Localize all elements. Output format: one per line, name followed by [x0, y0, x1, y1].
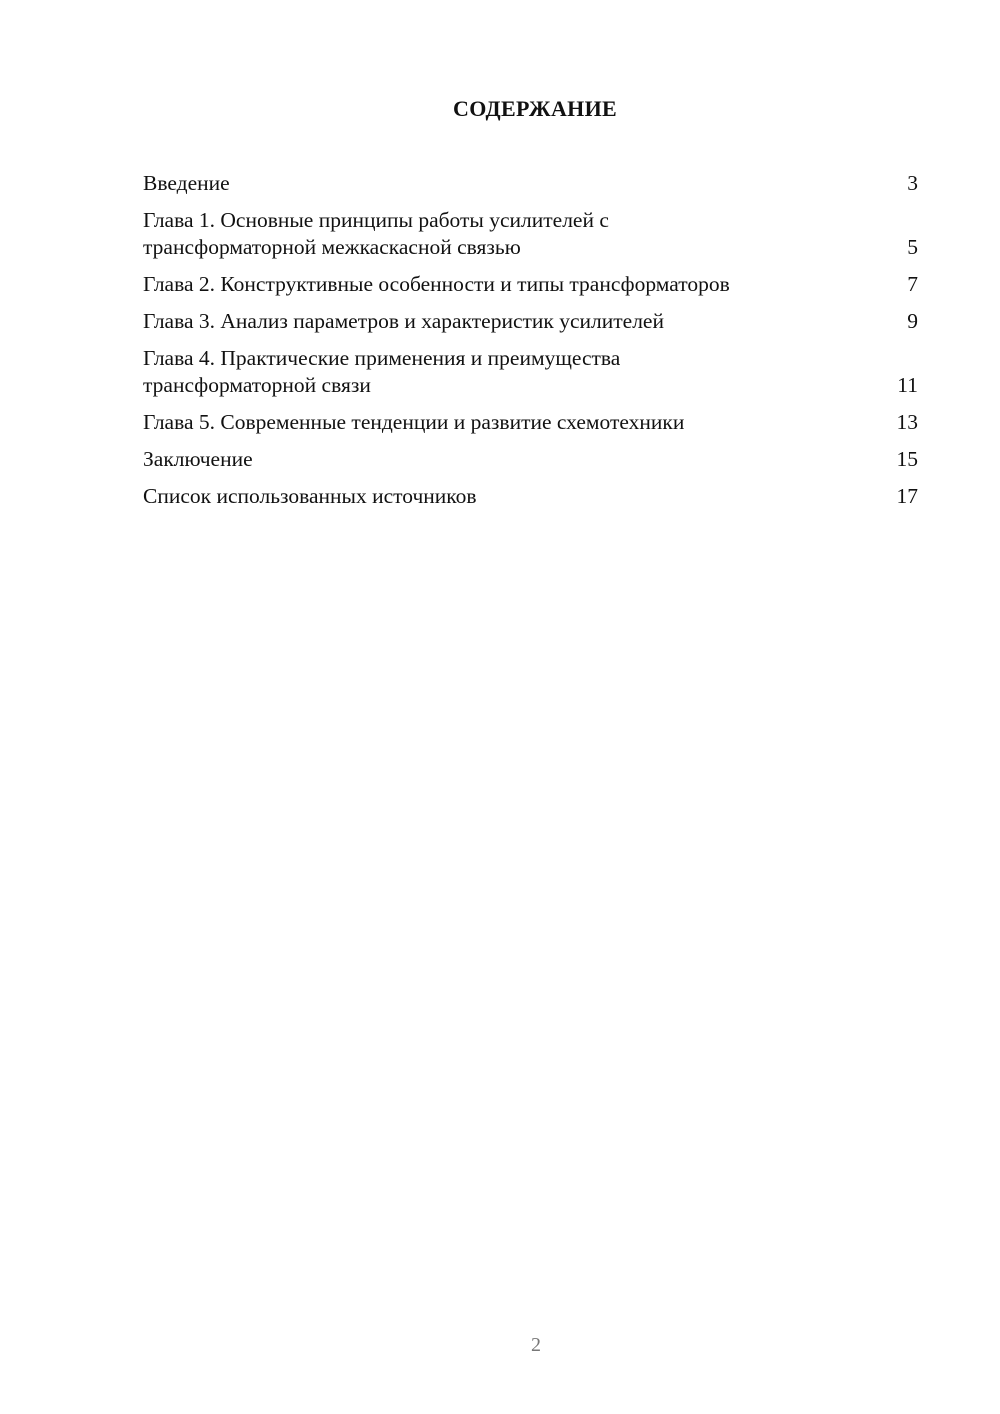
toc-entry-page: 17 [896, 484, 918, 508]
toc-entry-page: 9 [907, 309, 918, 333]
toc-entry-text: Глава 1. Основные принципы работы усилителей с трансформаторной межкаскасной связью [143, 208, 609, 259]
toc-entry-text: Глава 3. Анализ параметров и характеристик усилителей [143, 309, 664, 333]
toc-entry-page: 3 [907, 171, 918, 195]
page-number: 2 [531, 1334, 541, 1356]
toc-entry-references [143, 483, 918, 510]
toc-entry-text: Список использованных источников [143, 484, 477, 508]
toc-entry-chapter-3 [143, 308, 918, 335]
toc-entry-text: Глава 4. Практические применения и преимущества трансформаторной связи [143, 346, 621, 397]
toc-entry-chapter-5 [143, 409, 918, 436]
toc-entry-text: Введение [143, 171, 230, 195]
toc-entry-page: 7 [907, 272, 918, 296]
toc-entry-page: 5 [907, 235, 918, 259]
toc-entry-page: 11 [897, 373, 918, 397]
toc-entry-page: 13 [896, 410, 918, 434]
toc-entry-text: Глава 2. Конструктивные особенности и типы трансформаторов [143, 272, 730, 296]
toc-entry-text: Заключение [143, 447, 253, 471]
toc-entry-text: Глава 5. Современные тенденции и развитие схемотехники [143, 410, 685, 434]
toc-entry-conclusion [143, 446, 918, 473]
table-of-contents [143, 170, 918, 520]
toc-entry-chapter-4 [143, 345, 918, 399]
page-title: СОДЕРЖАНИЕ [453, 96, 617, 121]
toc-entry-chapter-2 [143, 271, 918, 298]
toc-entry-introduction [143, 170, 918, 197]
toc-entry-chapter-1 [143, 207, 918, 261]
toc-entry-page: 15 [896, 447, 918, 471]
